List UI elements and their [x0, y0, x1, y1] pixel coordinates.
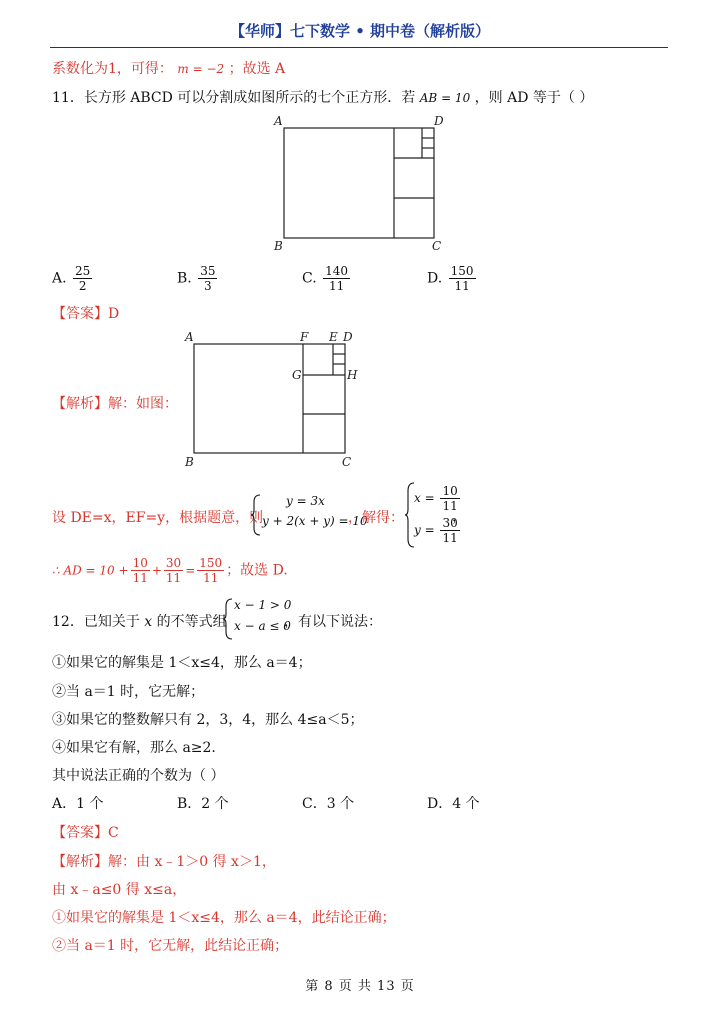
frac-den: 11	[132, 571, 148, 585]
frac-num: 30	[442, 516, 458, 530]
brace-path	[251, 495, 260, 535]
q11-option-c-frac	[323, 264, 350, 293]
q12-statement-2: ②当 a＝1 时，它无解；	[52, 684, 205, 700]
frac-den: 2	[78, 279, 87, 293]
q11-figure	[270, 112, 450, 252]
frac-num: 30	[165, 556, 182, 570]
q12-statement-3: ③如果它的整数解只有 2，3，4，那么 4≤a＜5；	[52, 712, 364, 728]
fig1-outer-rect	[284, 128, 434, 238]
fig2-outer-rect	[194, 344, 345, 453]
header-title: 【华师】七下数学 • 期中卷（解析版）	[229, 22, 491, 40]
q11-eq2: y + 2(x + y) = 10	[262, 514, 368, 528]
sol-y-label: y =	[414, 523, 435, 537]
conc-a: ∴ AD = 10 +	[52, 563, 129, 578]
frac-den: 11	[328, 279, 345, 293]
q11-option-d-letter: D.	[427, 270, 443, 287]
q11-option-c-letter: C.	[302, 270, 317, 287]
q11-solution-figure	[180, 328, 370, 470]
fig1-label-a: A	[274, 114, 283, 128]
frac-den: 11	[442, 499, 458, 513]
prev-text-b: ；故选 A	[228, 61, 286, 77]
q11-stem-a: 11．长方形 ABCD 可以分割成如图所示的七个正方形．若	[52, 90, 416, 106]
q12-analysis-4: ②当 a＝1 时，它无解，此结论正确；	[52, 938, 289, 954]
fig1-label-c: C	[432, 239, 442, 252]
q12-stem-c: ，有以下说法：	[284, 614, 382, 630]
q12-stem-text-a: 12．已知关于	[52, 614, 140, 630]
frac-num: 35	[200, 264, 216, 278]
fig1-label-d: D	[434, 114, 444, 128]
conc-frac-1	[131, 556, 150, 585]
brace-path	[405, 483, 414, 547]
q11-solve-text: ，解得：	[348, 510, 404, 526]
q11-stem-math: AB = 10	[419, 91, 471, 105]
fig2-label-h: H	[347, 368, 358, 382]
q12-statement-4: ④如果它有解，那么 a≥2.	[52, 740, 216, 756]
q12-ineq-brace	[222, 598, 234, 640]
q12-option-a: A．1 个	[52, 796, 104, 812]
q12-analysis-3: ①如果它的解集是 1＜x≤4，那么 a＝4，此结论正确；	[52, 910, 396, 926]
q12-stem-a	[52, 611, 227, 631]
conc-frac-2	[164, 556, 183, 585]
frac-num: 150	[199, 556, 223, 570]
q11-analysis-label: 【解析】解：如图：	[52, 396, 178, 412]
frac-num: 140	[325, 264, 349, 278]
q11-option-a	[52, 264, 94, 293]
conc-eq: =	[185, 563, 196, 578]
q11-option-b-frac	[198, 264, 217, 293]
fig2-label-f: F	[300, 330, 309, 344]
q11-option-a-letter: A.	[52, 270, 67, 287]
q12-analysis-2: 由 x﹣a≤0 得 x≤a，	[52, 882, 187, 898]
q11-stem-b: ，则 AD 等于（ ）	[474, 90, 594, 106]
prev-math: m = −2	[177, 62, 225, 76]
q11-eq1: y = 3x	[286, 494, 325, 508]
prev-solution-line	[52, 58, 285, 78]
page-footer: 第 8 页 共 13 页	[305, 979, 415, 994]
frac-num: 25	[75, 264, 91, 278]
frac-den: 11	[203, 571, 219, 585]
frac-den: 11	[454, 279, 470, 293]
q12-ineq1: x − 1 > 0	[234, 598, 292, 612]
q11-sol-comma: ，	[452, 509, 466, 525]
q11-option-b-letter: B.	[177, 270, 192, 287]
fig2-label-e: E	[329, 330, 338, 344]
q11-option-c	[302, 264, 352, 293]
q11-answer: 【答案】D	[52, 306, 120, 322]
frac-den: 11	[442, 531, 458, 545]
q12-ineq2: x − a ≤ 0	[234, 619, 291, 633]
prev-text-a: 系数化为1，可得：	[52, 61, 173, 77]
q11-eq-brace	[250, 494, 262, 536]
q11-setup-text: 设 DE=x，EF=y，根据题意，则	[52, 510, 264, 526]
conc-b: ；故选 D.	[226, 562, 288, 579]
fig2-label-a: A	[185, 330, 194, 344]
q12-answer: 【答案】C	[52, 825, 119, 841]
frac-num: 10	[132, 556, 148, 570]
sol-x-label: x =	[414, 491, 435, 505]
q11-conclusion	[52, 556, 288, 585]
frac-den: 11	[165, 571, 182, 585]
q12-option-c: C．3 个	[302, 796, 355, 812]
fig1-label-b: B	[274, 239, 283, 252]
conc-frac-3	[197, 556, 224, 585]
q11-stem	[52, 87, 593, 107]
q12-option-b: B．2 个	[177, 796, 229, 812]
q12-question: 其中说法正确的个数为（ ）	[52, 768, 225, 784]
q11-option-d-frac	[449, 264, 476, 293]
frac-num: 10	[442, 484, 458, 498]
conc-plus: +	[151, 563, 162, 578]
frac-den: 3	[204, 279, 212, 293]
q11-option-d	[427, 264, 478, 293]
fig2-label-c: C	[342, 455, 352, 469]
q12-var-x: x	[144, 614, 153, 630]
header-rule	[50, 47, 668, 48]
q12-statement-1: ①如果它的解集是 1＜x≤4，那么 a＝4；	[52, 655, 312, 671]
fig2-label-g: G	[292, 368, 302, 382]
q11-option-a-frac	[73, 264, 92, 293]
q11-option-b	[177, 264, 219, 293]
frac-num: 150	[450, 264, 474, 278]
q12-option-d: D．4 个	[427, 796, 480, 812]
brace-path	[223, 599, 232, 639]
q12-stem-text-b: 的不等式组	[156, 614, 227, 630]
fig2-label-b: B	[185, 455, 194, 469]
fig2-label-d: D	[343, 330, 353, 344]
q12-analysis-1: 【解析】解：由 x﹣1＞0 得 x＞1，	[52, 854, 276, 870]
